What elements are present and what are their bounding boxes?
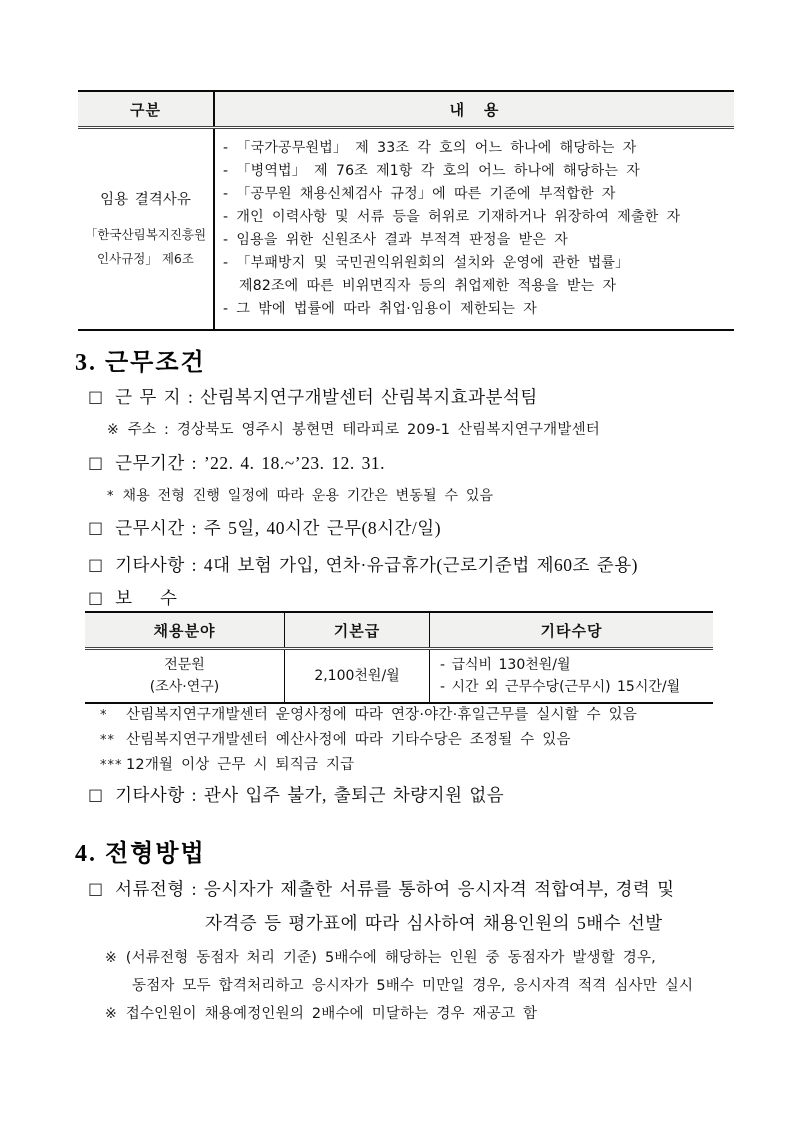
reference-mark: ※ (105, 950, 117, 966)
eligibility-category-cell (78, 129, 215, 329)
eligibility-content-cell (215, 129, 734, 329)
section4-heading: 4. 전형방법 (75, 841, 206, 867)
etc-text: 기타사항 : 4대 보험 가입, 연차·유급휴가(근로기준법 제60조 준용) (115, 555, 638, 575)
workplace-item (88, 384, 538, 409)
pay-footnote (100, 703, 637, 724)
hours-text: 근무시간 : 주 5일, 40시간 근무(8시간/일) (115, 518, 442, 538)
square-bullet: □ (88, 453, 104, 472)
eligibility-table-row (78, 129, 734, 329)
square-bullet: □ (88, 588, 104, 607)
pay-table (85, 611, 713, 704)
eligibility-col-content: 내 용 (215, 92, 734, 126)
asterisk-marker: * (107, 489, 115, 504)
pay-label-item (88, 585, 177, 610)
pay-footnote (100, 728, 571, 749)
etc-item (88, 552, 638, 577)
screening-note (105, 946, 656, 967)
document-screening-line2: 자격증 등 평가표에 따라 심사하여 채용인원의 5배수 선발 (205, 913, 663, 933)
eligibility-item: - 「병역법」 제 76조 제1항 각 호의 어느 하나에 해당하는 자 (223, 163, 640, 179)
eligibility-item: - 임용을 위한 신원조사 결과 부적격 판정을 받은 자 (223, 232, 568, 248)
etc2-item (88, 782, 504, 807)
screening-note-text: 접수인원이 채용예정인원의 2배수에 미달하는 경우 재공고 함 (125, 1006, 538, 1022)
eligibility-item-continuation: 제82조에 따른 비위면직자 등의 취업제한 적용을 받는 자 (239, 278, 617, 294)
eligibility-table-header-row (78, 92, 734, 129)
square-bullet: □ (88, 387, 104, 406)
reference-mark: ※ (107, 422, 119, 438)
pay-footnote-text: 12개월 이상 근무 시 퇴직금 지급 (126, 757, 355, 773)
asterisk-marker: * (100, 708, 108, 723)
screening-note (105, 1002, 537, 1023)
pay-col-allowance: 기타수당 (430, 613, 713, 647)
eligibility-item: - 「부패방지 및 국민권익위원회의 설치와 운영에 관한 법률」 (223, 255, 630, 271)
eligibility-table (78, 90, 734, 331)
asterisk-marker: ** (100, 733, 115, 748)
pay-base-cell: 2,100천원/월 (285, 650, 430, 702)
eligibility-category-subtitle: 「한국산림복지진흥원 인사규정」 제6조 (84, 226, 207, 266)
eligibility-item: - 그 밖에 법률에 따라 취업·임용이 제한되는 자 (223, 301, 537, 317)
pay-field-cell: 전문원 (조사·연구) (85, 650, 285, 702)
eligibility-item: - 개인 이력사항 및 서류 등을 허위로 기재하거나 위장하여 제출한 자 (223, 209, 681, 225)
document-screening-line1: 서류전형 : 응시자가 제출한 서류를 통하여 응시자격 적합여부, 경력 및 (115, 879, 675, 899)
square-bullet: □ (88, 785, 104, 804)
screening-note-text: (서류전형 동점자 처리 기준) 5배수에 해당하는 인원 중 동점자가 발생할 경우, (125, 950, 656, 966)
eligibility-item: - 「국가공무원법」 제 33조 각 호의 어느 하나에 해당하는 자 (223, 140, 637, 156)
pay-label-text: 보 수 (115, 588, 178, 608)
eligibility-category-title: 임용 결격사유 (100, 191, 191, 208)
section3-heading: 3. 근무조건 (75, 350, 206, 376)
period-note-text: 채용 전형 진행 일정에 따라 운용 기간은 변동될 수 있음 (122, 488, 494, 504)
period-note (107, 485, 493, 505)
pay-table-row (85, 650, 713, 702)
eligibility-col-category: 구분 (78, 92, 215, 126)
etc2-text: 기타사항 : 관사 입주 불가, 출퇴근 차량지원 없음 (115, 785, 505, 805)
workplace-text: 근 무 지 : 산림복지연구개발센터 산림복지효과분석팀 (115, 387, 538, 407)
asterisk-marker: *** (100, 758, 123, 773)
pay-footnote-text: 산림복지연구개발센터 운영사정에 따라 연장·야간·휴일근무를 실시할 수 있음 (126, 707, 638, 723)
pay-col-base: 기본급 (285, 613, 430, 647)
hours-item (88, 515, 441, 540)
pay-table-header-row (85, 613, 713, 650)
pay-allowance-cell: - 급식비 130천원/월 - 시간 외 근무수당(근무시) 15시간/월 (440, 657, 681, 695)
address-note (107, 418, 600, 439)
period-item (88, 450, 385, 475)
period-text: 근무기간 : ’22. 4. 18.~’23. 12. 31. (115, 453, 385, 473)
screening-note-text: 동점자 모두 합격처리하고 응시자가 5배수 미만일 경우, 응시자격 적격 심사만 실시 (132, 978, 694, 994)
document-screening-line2-wrap (205, 910, 663, 935)
document-screening-item (88, 876, 675, 901)
square-bullet: □ (88, 555, 104, 574)
pay-col-field: 채용분야 (85, 613, 285, 647)
square-bullet: □ (88, 879, 104, 898)
address-note-text: 주소 : 경상북도 영주시 봉현면 테라피로 209-1 산림복지연구개발센터 (127, 422, 600, 438)
square-bullet: □ (88, 518, 104, 537)
pay-footnote (100, 753, 354, 774)
screening-note-continuation (132, 974, 693, 995)
reference-mark: ※ (105, 1006, 117, 1022)
eligibility-item: - 「공무원 채용신체검사 규정」에 따른 기준에 부적합한 자 (223, 186, 616, 202)
pay-footnote-text: 산림복지연구개발센터 예산사정에 따라 기타수당은 조정될 수 있음 (126, 732, 571, 748)
